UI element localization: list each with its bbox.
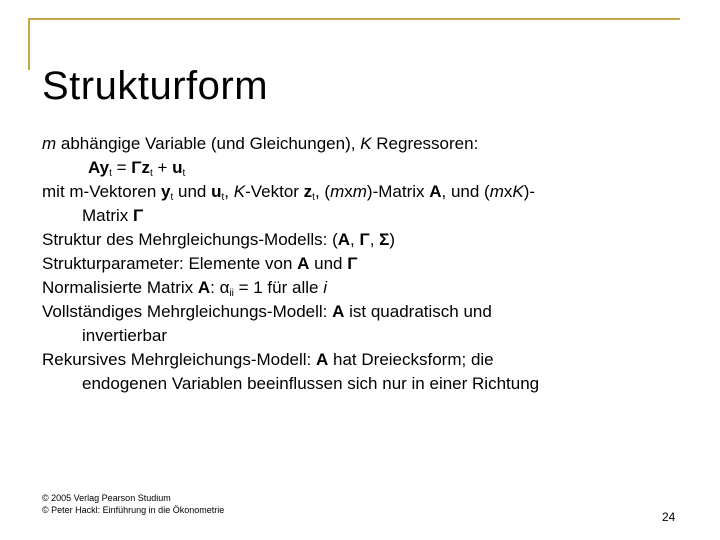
text: -Vektor [245, 182, 304, 201]
text: Matrix [82, 206, 133, 225]
line-normalized [42, 276, 682, 300]
matrix-gamma: Γ [359, 230, 370, 249]
eq-Ay: Ay [88, 158, 110, 177]
matrix-A: A [316, 350, 329, 369]
sub-t: t [221, 192, 225, 203]
text: )- [523, 182, 536, 201]
sub-t: t [109, 168, 112, 179]
text: mit m-Vektoren [42, 182, 162, 201]
eq-u: u [172, 158, 183, 177]
var-m: m [330, 182, 345, 201]
matrix-A: A [332, 302, 345, 321]
sub-ii: ii [229, 288, 234, 299]
line-vectors [42, 180, 682, 204]
text: = [111, 158, 132, 177]
footer-author: © Peter Hackl: Einführung in die Ökonometrie [42, 505, 225, 515]
line-variables [42, 132, 682, 156]
line-matrix-gamma [42, 204, 682, 228]
eq-Gz: Γz [131, 158, 150, 177]
var-i: i [323, 278, 327, 297]
text: ) [389, 230, 396, 249]
sub-t: t [170, 192, 174, 203]
line-structure [42, 228, 682, 252]
vec-y: y [161, 182, 171, 201]
matrix-A: A [337, 230, 351, 249]
text: Regressoren: [371, 134, 479, 153]
frame-top-line [28, 18, 680, 20]
line-equation [42, 156, 682, 180]
text: Strukturparameter: Elemente von [42, 254, 298, 273]
text: und [309, 254, 348, 273]
var-m: m [352, 182, 367, 201]
text: abhängige Variable (und Gleichungen), [56, 134, 361, 153]
vec-u: u [211, 182, 222, 201]
frame-left-line [28, 18, 30, 70]
footer-publisher: © 2005 Verlag Pearson Studium [42, 493, 171, 503]
text: , ( [314, 182, 331, 201]
slide-body [42, 132, 682, 396]
sub-t: t [312, 192, 315, 203]
text: )-Matrix [366, 182, 430, 201]
text: Rekursives Mehrgleichungs-Modell: [42, 350, 317, 369]
page-number: 24 [662, 510, 676, 524]
line-parameters [42, 252, 682, 276]
line-complete-model-cont: invertierbar [82, 326, 168, 345]
matrix-gamma: Γ [133, 206, 144, 225]
var-K: K [512, 182, 524, 201]
matrix-gamma: Γ [347, 254, 358, 273]
text: und [173, 182, 212, 201]
text: = 1 für alle [233, 278, 324, 297]
text: Vollständiges Mehrgleichungs-Modell: [42, 302, 333, 321]
sub-t: t [182, 168, 186, 179]
text: , [369, 230, 380, 249]
var-m: m [489, 182, 504, 201]
text: Struktur des Mehrgleichungs-Modells: ( [42, 230, 338, 249]
matrix-A: A [429, 182, 442, 201]
line-recursive-model [42, 348, 682, 372]
text: hat Dreiecksform; die [328, 350, 494, 369]
footer [42, 492, 224, 516]
matrix-A: A [297, 254, 310, 273]
text: , und ( [441, 182, 490, 201]
var-K: K [360, 134, 372, 153]
slide-title: Strukturform [42, 64, 269, 108]
alpha-symbol: α [219, 278, 230, 297]
text: x [344, 182, 353, 201]
text: + [152, 158, 173, 177]
vec-z: z [303, 182, 313, 201]
text: : [210, 278, 220, 297]
line-recursive-model-cont: endogenen Variablen beeinflussen sich nur in einer Richtung [82, 374, 540, 393]
text: , [350, 230, 360, 249]
text: , [224, 182, 234, 201]
matrix-sigma: Σ [379, 230, 390, 249]
text: x [503, 182, 513, 201]
var-m: m [42, 134, 57, 153]
sub-t: t [149, 168, 153, 179]
line-complete-model [42, 300, 682, 324]
text: ist quadratisch und [344, 302, 492, 321]
text: Normalisierte Matrix [42, 278, 198, 297]
matrix-A: A [197, 278, 211, 297]
var-K: K [233, 182, 246, 201]
